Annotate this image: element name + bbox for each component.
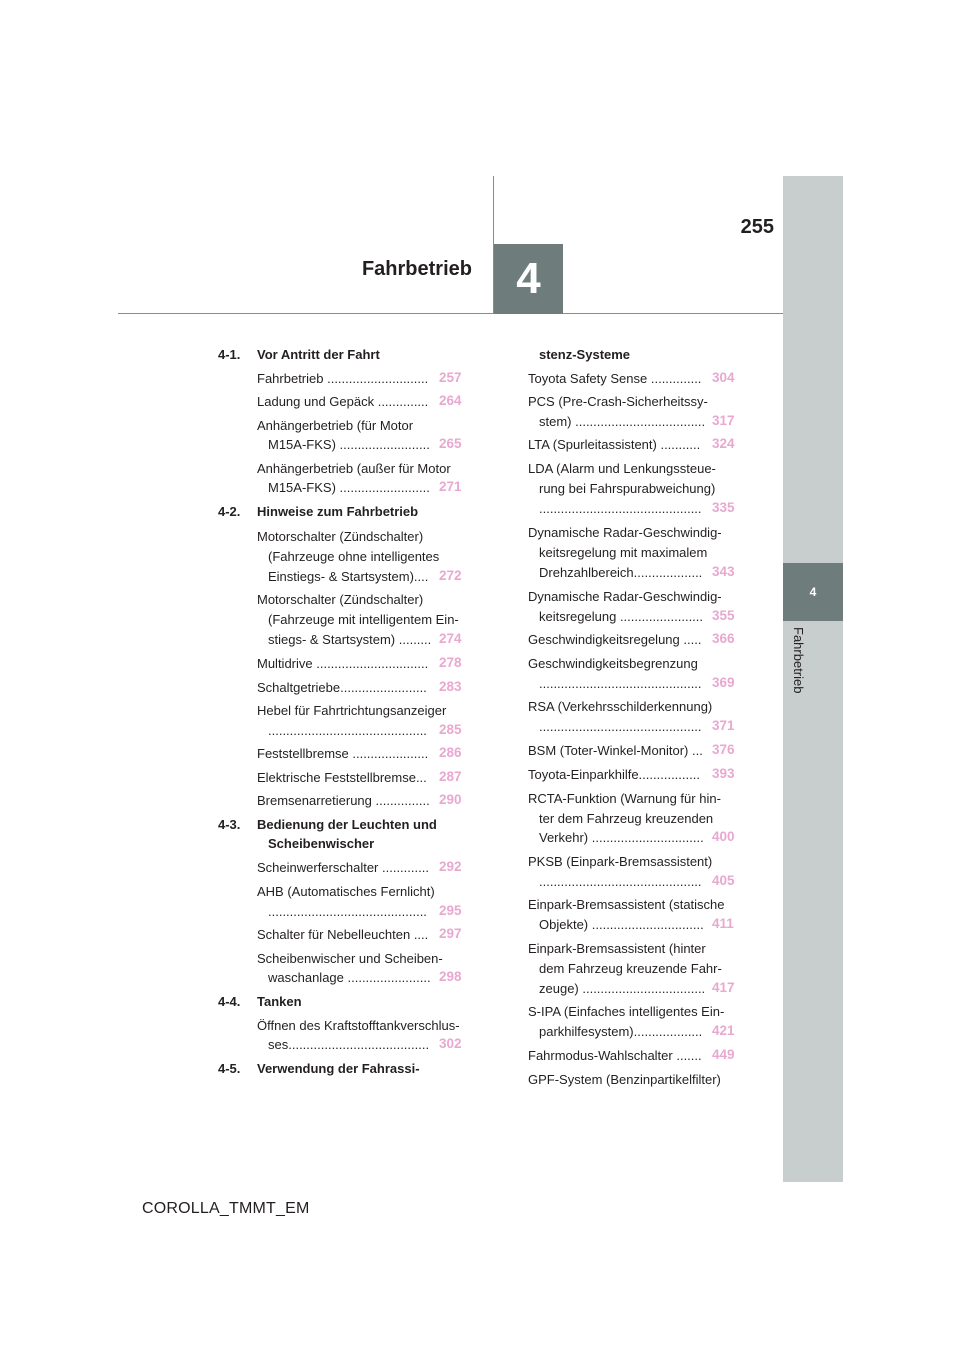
toc-entry-cont[interactable]: dem Fahrzeug kreuzende Fahr- [539,961,722,976]
toc-page-link[interactable]: 421 [712,1023,735,1038]
toc-page-link[interactable]: 292 [439,859,462,874]
toc-page-link[interactable]: 274 [439,631,462,646]
toc-entry[interactable]: Anhängerbetrieb (für Motor [257,418,414,433]
toc-entry[interactable]: PCS (Pre-Crash-Sicherheitssy- [528,394,708,409]
toc-entry[interactable]: Dynamische Radar-Geschwindig- [528,525,722,540]
toc-entry[interactable]: Schaltgetriebe........................ [257,680,427,695]
toc-page-link[interactable]: 400 [712,829,735,844]
toc-entry[interactable]: Elektrische Feststellbremse... [257,770,427,785]
toc-entry[interactable]: Bremsenarretierung ............... [257,793,430,808]
toc-entry[interactable]: AHB (Automatisches Fernlicht) [257,884,435,899]
toc-entry-cont[interactable]: zeuge) .................................. [539,981,706,996]
toc-page-link[interactable]: 317 [712,413,735,428]
toc-page-link[interactable]: 449 [712,1047,735,1062]
toc-entry[interactable]: LDA (Alarm und Lenkungssteue- [528,461,716,476]
toc-entry[interactable]: Multidrive ............................... [257,656,429,671]
toc-entry-cont[interactable]: parkhilfesystem)................... [539,1024,703,1039]
toc-entry[interactable]: Fahrmodus-Wahlschalter ....... [528,1048,702,1063]
toc-entry-cont[interactable]: M15A-FKS) ......................... [268,437,430,452]
chapter-number-box: 4 [494,244,563,314]
toc-page-link[interactable]: 298 [439,969,462,984]
toc-entry[interactable]: Öffnen des Kraftstofftankverschlus- [257,1018,460,1033]
toc-page-link[interactable]: 302 [439,1036,462,1051]
toc-entry-cont[interactable]: ............................................ [268,904,427,919]
toc-entry[interactable]: BSM (Toter-Winkel-Monitor) ... [528,743,703,758]
toc-page-link[interactable]: 286 [439,745,462,760]
toc-page-link[interactable]: 335 [712,500,735,515]
toc-page-link[interactable]: 324 [712,436,735,451]
toc-entry[interactable]: Feststellbremse ..................... [257,746,429,761]
chapter-title: Fahrbetrieb [361,258,472,280]
toc-entry[interactable]: Motorschalter (Zündschalter) [257,529,424,544]
toc-entry[interactable]: GPF-System (Benzinpartikelfilter) [528,1072,721,1087]
toc-entry[interactable]: Anhängerbetrieb (außer für Motor [257,461,451,476]
toc-entry[interactable]: Scheinwerferschalter ............. [257,860,429,875]
toc-page-link[interactable]: 355 [712,608,735,623]
toc-page-link[interactable]: 376 [712,742,735,757]
toc-entry-cont[interactable]: rung bei Fahrspurabweichung) [539,481,716,496]
toc-entry-cont[interactable]: ............................................. [539,719,702,734]
toc-entry[interactable]: Einpark-Bremsassistent (statische [528,897,725,912]
section-4-5-cont[interactable]: stenz-Systeme [539,347,631,362]
toc-entry[interactable]: RSA (Verkehrsschilderkennung) [528,699,713,714]
section-4-3-cont[interactable]: Scheibenwischer [268,836,375,851]
toc-page-link[interactable]: 272 [439,568,462,583]
toc-entry[interactable]: Einpark-Bremsassistent (hinter [528,941,706,956]
toc-entry-cont[interactable]: (Fahrzeuge mit intelligentem Ein- [268,612,459,627]
toc-page-link[interactable]: 417 [712,980,735,995]
toc-entry[interactable]: Geschwindigkeitsbegrenzung [528,656,698,671]
toc-entry[interactable]: Schalter für Nebelleuchten .... [257,927,429,942]
toc-entry-cont[interactable]: (Fahrzeuge ohne intelligentes [268,549,440,564]
toc-entry[interactable]: Dynamische Radar-Geschwindig- [528,589,722,604]
toc-page-link[interactable]: 264 [439,393,462,408]
toc-entry[interactable]: Toyota Safety Sense .............. [528,371,702,386]
toc-entry[interactable]: Toyota-Einparkhilfe................. [528,767,700,782]
toc-page-link[interactable]: 405 [712,873,735,888]
toc-entry[interactable]: Geschwindigkeitsregelung ..... [528,632,702,647]
toc-entry-cont[interactable]: ............................................. [539,874,702,889]
toc-entry[interactable]: Fahrbetrieb ............................ [257,371,429,386]
toc-entry[interactable]: LTA (Spurleitassistent) ........... [528,437,701,452]
toc-entry[interactable]: PKSB (Einpark-Bremsassistent) [528,854,713,869]
toc-entry-cont[interactable]: ses....................................... [268,1037,430,1052]
toc-entry[interactable]: Scheibenwischer und Scheiben- [257,951,443,966]
toc-page-link[interactable]: 393 [712,766,735,781]
toc-page-link[interactable]: 343 [712,564,735,579]
toc-entry-cont[interactable]: M15A-FKS) ......................... [268,480,430,495]
toc-page-link[interactable]: 369 [712,675,735,690]
toc-page-link[interactable]: 297 [439,926,462,941]
toc-entry-cont[interactable]: stiegs- & Startsystem) ......... [268,632,432,647]
toc-entry[interactable]: Ladung und Gepäck .............. [257,394,429,409]
page-number: 255 [740,216,774,238]
toc-entry-cont[interactable]: Objekte) ............................... [539,917,704,932]
toc-entry[interactable]: S-IPA (Einfaches intelligentes Ein- [528,1004,725,1019]
toc-page-link[interactable]: 271 [439,479,462,494]
toc-entry-cont[interactable]: ............................................. [539,501,702,516]
toc-page-link[interactable]: 285 [439,722,462,737]
toc-page-link[interactable]: 366 [712,631,735,646]
toc-entry-cont[interactable]: Drehzahlbereich................... [539,565,703,580]
toc-entry[interactable]: Hebel für Fahrtrichtungsanzeiger [257,703,447,718]
toc-page-link[interactable]: 278 [439,655,462,670]
toc-page-link[interactable]: 295 [439,903,462,918]
footer-doc-code: COROLLA_TMMT_EM [142,1200,310,1217]
toc-entry-cont[interactable]: keitsregelung ....................... [539,609,704,624]
toc-page-link[interactable]: 411 [712,916,734,931]
toc-entry[interactable]: RCTA-Funktion (Warnung für hin- [528,791,721,806]
toc-entry-cont[interactable]: ............................................. [539,676,702,691]
side-tab-active[interactable]: 4 [783,563,843,621]
toc-page-link[interactable]: 304 [712,370,735,385]
toc-page-link[interactable]: 371 [712,718,735,733]
header-divider-horizontal [118,313,783,314]
toc-page-link[interactable]: 283 [439,679,462,694]
toc-page-link[interactable]: 290 [439,792,462,807]
toc-entry-cont[interactable]: ............................................ [268,723,427,738]
toc-page-link[interactable]: 287 [439,769,462,784]
toc-entry-cont[interactable]: stem) .................................... [539,414,706,429]
toc-entry-cont[interactable]: Verkehr) ............................... [539,830,704,845]
toc-entry-cont[interactable]: Einstiegs- & Startsystem).... [268,569,429,584]
toc-entry-cont[interactable]: keitsregelung mit maximalem [539,545,708,560]
toc-page-link[interactable]: 265 [439,436,462,451]
toc-entry-cont[interactable]: waschanlage ....................... [268,970,431,985]
toc-entry[interactable]: Motorschalter (Zündschalter) [257,592,424,607]
toc-entry-cont[interactable]: ter dem Fahrzeug kreuzenden [539,811,714,826]
toc-page-link[interactable]: 257 [439,370,462,385]
